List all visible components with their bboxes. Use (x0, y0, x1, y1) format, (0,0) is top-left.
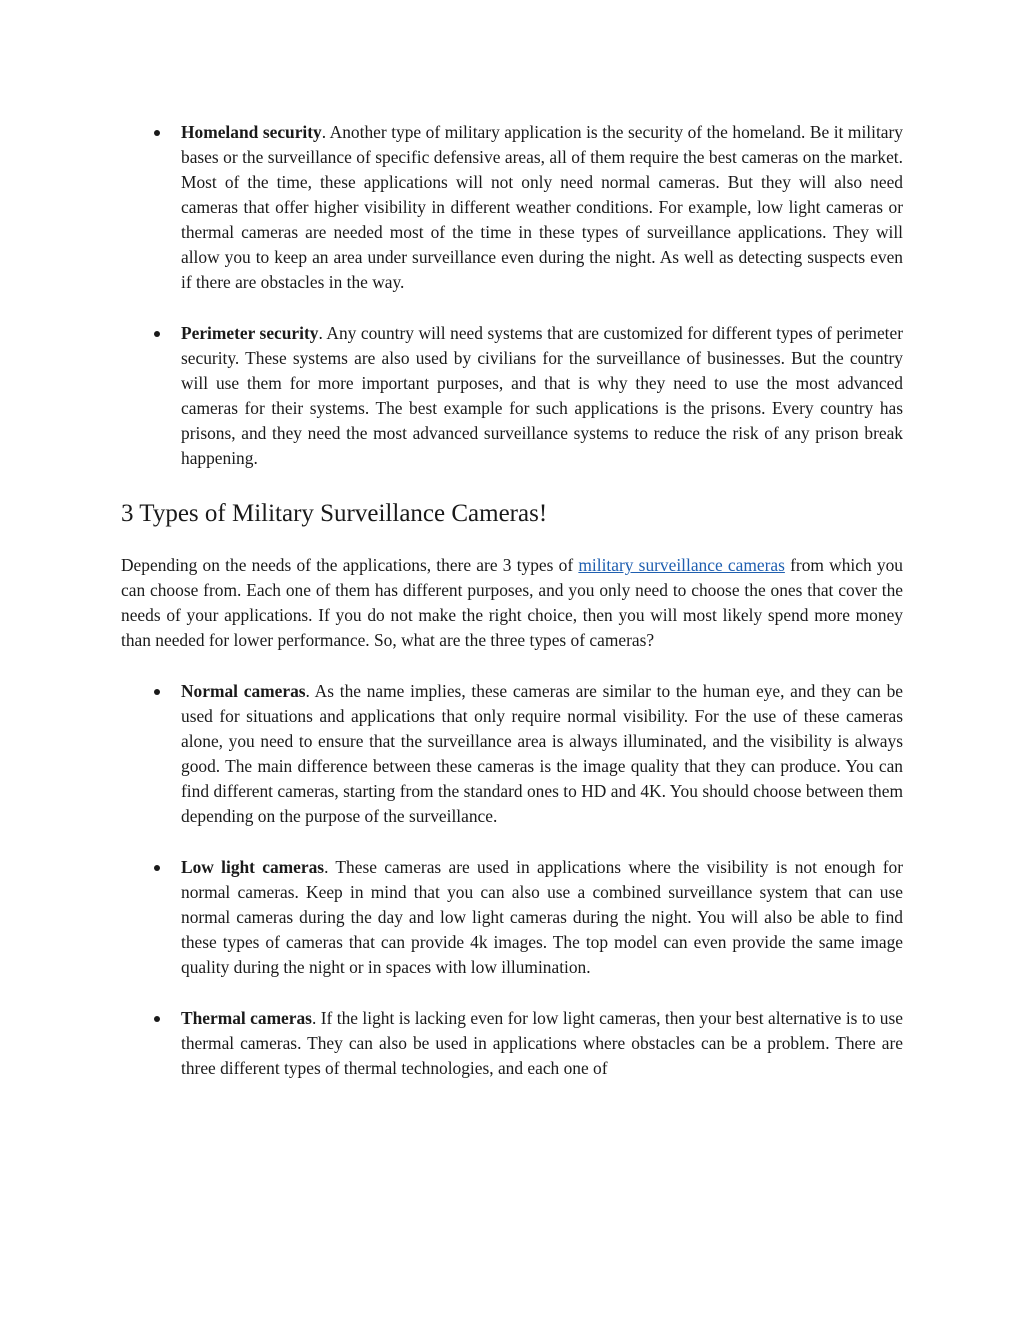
spacer (121, 471, 903, 499)
section-heading: 3 Types of Military Surveillance Cameras! (121, 500, 548, 527)
bullet-icon (154, 689, 160, 695)
bullet-list-camera-types (121, 679, 903, 1081)
bullet-icon (154, 331, 160, 337)
list-item (121, 855, 903, 980)
bullet-list-applications (121, 120, 903, 471)
list-item-text: . As the name implies, these cameras are similar to the human eye, and they can be used for situations and applications that only require normal visibility. For the use of these cameras alone, you need to ensure that the surveillance area is always illuminated, and the visibility is always good. The main difference between these cameras is the image quality that they can produce. You can find different cameras, starting from the standard ones to HD and 4K. You should choose between them depending on the purpose of the surveillance. (181, 681, 903, 826)
intro-text-continued: from which you can choose from. Each one of them has different purposes, and you only need to choose the ones that cover the needs of your applications. If you do not make the right choice, then you will most likely spend more money than needed for lower performance. So, what are the three types of cameras? (121, 555, 903, 650)
list-item-term: Thermal cameras (181, 1008, 312, 1028)
list-item-text: . If the light is lacking even for low light cameras, then your best alternative is to use thermal cameras. They can also be used in applications where obstacles can be a problem. There are three different types of thermal technologies, and each one of (181, 1008, 903, 1078)
list-item (121, 1006, 903, 1081)
list-item (121, 679, 903, 829)
document-page (121, 120, 903, 1081)
list-item (121, 120, 903, 295)
intro-paragraph (121, 553, 903, 653)
spacer (121, 295, 903, 321)
spacer (121, 980, 903, 1006)
list-item-term: Low light cameras (181, 857, 325, 877)
list-item (121, 321, 903, 471)
spacer (121, 529, 903, 553)
bullet-icon (154, 1016, 160, 1022)
military-cameras-link[interactable]: military surveillance cameras (578, 555, 785, 575)
spacer (121, 829, 903, 855)
list-item-term: Homeland security (181, 122, 322, 142)
list-item-term: Normal cameras (181, 681, 306, 701)
list-item-text: . Any country will need systems that are customized for different types of perimeter security. These systems are also used by civilians for the surveillance of businesses. But the country will use them for more important purposes, and that is why they need to use the most advanced cameras for their systems. The best example for such applications is the prisons. Every country has prisons, and they need the most advanced surveillance systems to reduce the risk of any prison break happening. (181, 323, 903, 468)
intro-text: Depending on the needs of the applications, there are 3 types of (121, 555, 579, 575)
list-item-text: . Another type of military application is the security of the homeland. Be it military bases or the surveillance of specific defensive areas, all of them require the best cameras on the market. Most of the time, these applications will not only need normal cameras. But they will also need cameras that offer higher visibility in different weather conditions. For example, low light cameras or thermal cameras are needed most of the time in these types of surveillance applications. They will allow you to keep an area under surveillance even during the night. As well as detecting suspects even if there are obstacles in the way. (181, 122, 903, 292)
spacer (121, 653, 903, 679)
bullet-icon (154, 130, 160, 136)
bullet-icon (154, 865, 160, 871)
list-item-term: Perimeter security (181, 323, 319, 343)
list-item-text: . These cameras are used in applications where the visibility is not enough for normal cameras. Keep in mind that you can also use a combined surveillance system that can use normal cameras during the day and low light cameras during the night. You will also be able to find these types of cameras that can provide 4k images. The top model can even provide the same image quality during the night or in spaces with low illumination. (181, 857, 903, 977)
